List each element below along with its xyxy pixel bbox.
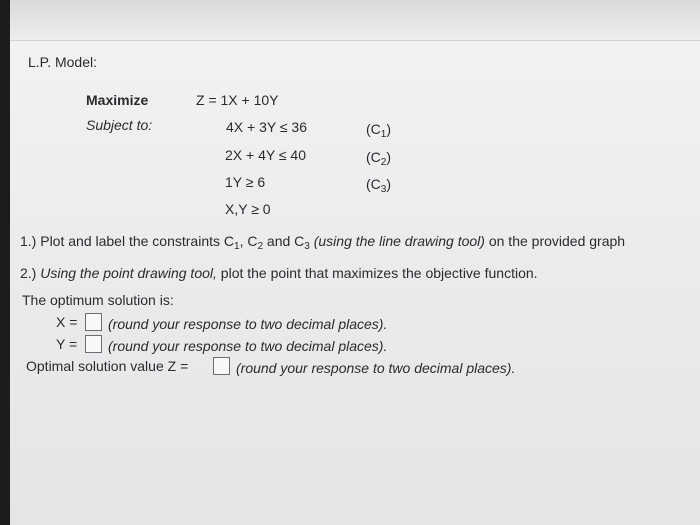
- subject-to-label: Subject to:: [86, 117, 153, 133]
- top-band: [10, 0, 700, 41]
- x-label: X =: [56, 314, 78, 330]
- constraint-c2-tag: $(C_2)$: [366, 149, 392, 168]
- y-answer-field[interactable]: [85, 335, 102, 353]
- question-1: 1.) Plot and label the constraints $C_1$, $C_2$ and $C_3$ (using the line drawing tool) on the provided graph: [20, 233, 626, 252]
- model-title: L.P. Model:: [28, 54, 98, 70]
- maximize-label: Maximize: [86, 92, 149, 108]
- question-2: 2.) Using the point drawing tool, plot the point that maximizes the objective function.: [20, 265, 538, 281]
- y-rounding-hint: (round your response to two decimal places).: [108, 338, 388, 354]
- y-label: Y =: [56, 336, 78, 352]
- x-answer-field[interactable]: [85, 313, 102, 331]
- objective-function: Z = 1X + 10Y: [196, 92, 279, 108]
- constraint-c3-expr: 1Y ≥ 6: [225, 174, 266, 190]
- z-rounding-hint: (round your response to two decimal places).: [236, 360, 516, 376]
- lp-model-panel: [18, 44, 700, 524]
- nonnegativity-constraint: X,Y ≥ 0: [225, 201, 271, 217]
- constraint-c3-tag: $(C_3)$: [366, 176, 392, 195]
- constraint-c2-expr: 2X + 4Y ≤ 40: [225, 147, 306, 163]
- z-answer-field[interactable]: [213, 357, 230, 375]
- constraint-c1-expr: 4X + 3Y ≤ 36: [226, 119, 307, 135]
- x-rounding-hint: (round your response to two decimal places).: [108, 316, 388, 332]
- z-label: Optimal solution value Z =: [26, 358, 189, 374]
- solution-heading: The optimum solution is:: [22, 292, 174, 308]
- constraint-c1-tag: $(C_1)$: [366, 121, 392, 140]
